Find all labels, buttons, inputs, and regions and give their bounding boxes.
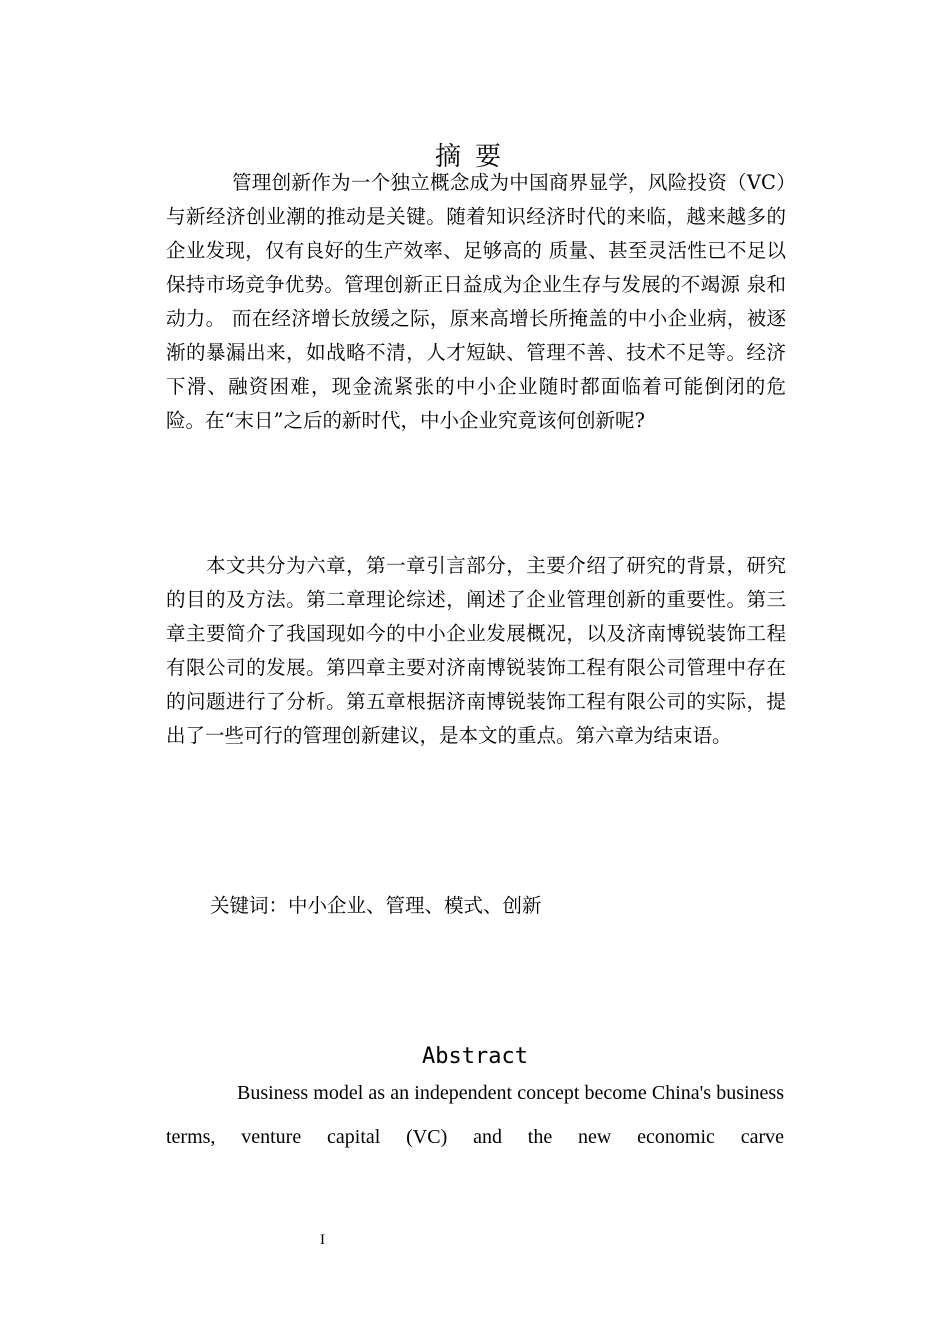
abstract-cn-paragraph-2: 本文共分为六章，第一章引言部分，主要介绍了研究的背景，研究的目的及方法。第二章理论综述，阐述了企业管理创新的重要性。第三章主要简介了我国现如今的中小企业发展概况，以及济南博锐装饰工程有限公司的发展。第四章主要对济南博锐装饰工程有限公司管理中存在的问题进行了分析。第五章根据济南博锐装饰工程有限公司的实际，提出了一些可行的管理创新建议，是本文的重点。第六章为结束语。 (166, 554, 786, 747)
abstract-cn-title: 摘要 (434, 142, 515, 172)
abstract-en-title: Abstract (422, 1044, 528, 1069)
abstract-cn-paragraph-1: 管理创新作为一个独立概念成为中国商界显学，风险投资（VC）与新经济创业潮的推动是关键。随着知识经济时代的来临，越来越多的企业发现，仅有良好的生产效率、足够高的 质量、甚至灵活性已不足以保持市场竞争优势。管理创新正日益成为企业生存与发展的不竭源 泉和动力。 而在经济增长放缓之际，原来高增长所掩盖的中小企业病，被逐渐的暴漏出来，如战略不清，人才短缺、管理不善、技术不足等。经济下滑、融资困难，现金流紧张的中小企业随时都面临着可能倒闭的危险。在“末日”之后的新时代，中小企业究竟该何创新呢? (166, 171, 786, 432)
keywords-line: 关键词：中小企业、管理、模式、创新 (210, 894, 542, 917)
abstract-en-paragraph: Business model as an independent concept become China's business terms, venture capital (VC) and the new economic carve (166, 1082, 784, 1148)
page-number: I (320, 1232, 325, 1248)
